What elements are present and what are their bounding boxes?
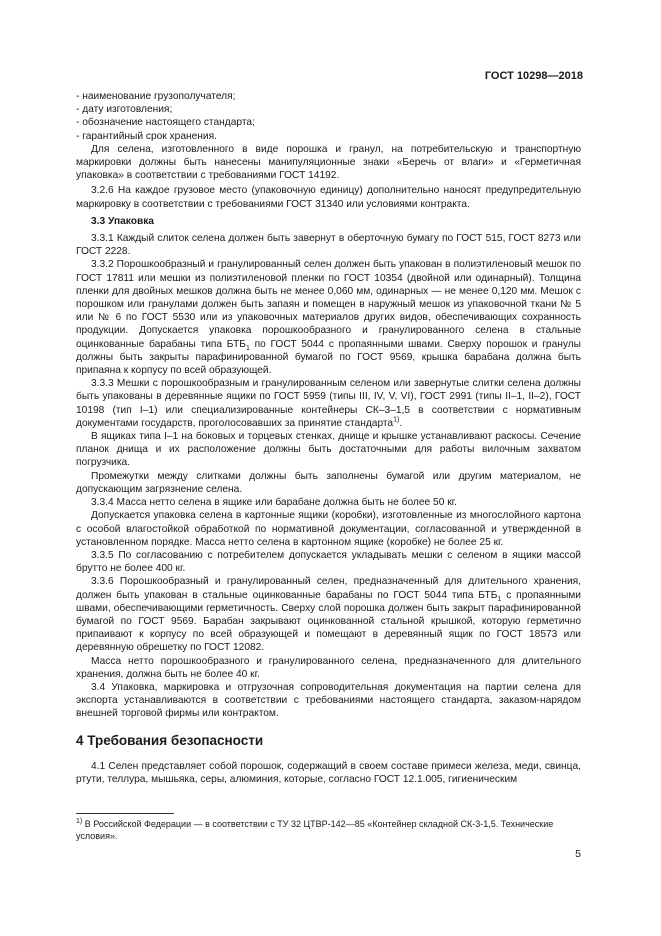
page-number: 5 [575, 848, 581, 860]
paragraph-3-3-6 [76, 575, 581, 654]
footnote-reference: 1) [393, 416, 400, 424]
paragraph-3-3-1: 3.3.1 Каждый слиток селена должен быть завернут в оберточную бумагу по ГОСТ 515, ГОСТ 8273 или ГОСТ 2228. [76, 233, 581, 258]
subscript-index: 1 [497, 595, 502, 603]
paragraph-3-3-6-end: с пропаянными швами, обеспечивающими герметичность. Сверху слой порошка должен быть закрыт парафинированной бумагой по ГОСТ 9569. Барабан закрывают оцинкованной стальной крышкой, которую герметично припаивают к корпусу по всей образующей и помещают в деревянный ящик по ГОСТ 18573 или деревянную обрешетку по ГОСТ 12082. [76, 589, 581, 654]
paragraph-3-3-3-text: 3.3.3 Мешки с порошкообразным и гранулированным селеном или завернутые слитки селена должны быть упакованы в деревянные ящики по ГОСТ 5959 (типы III, IV, V, VI), ГОСТ 2991 (типы II–1, II–2), ГОСТ 10198 (тип I–1) или специализированные контейнеры СК–3–1,5 в соответствии с нормативным документами государств, проголосовавших за принятие стандарта [76, 378, 581, 429]
paragraph-3-3-3 [76, 377, 581, 430]
paragraph-3-2-6: 3.2.6 На каждое грузовое место (упаковочную единицу) дополнительно наносят предупредительную маркировку в соответствии с требованиями ГОСТ 31340 или условиями контракта. [76, 185, 581, 210]
list-item: - наименование грузополучателя; [76, 91, 236, 102]
page-body [76, 90, 581, 786]
paragraph-3-3-3-end: . [399, 417, 403, 429]
document-code-header: ГОСТ 10298—2018 [484, 70, 583, 82]
footnote [76, 818, 581, 842]
footnote-mark: 1) [76, 818, 83, 825]
footnote-divider [76, 813, 174, 814]
paragraph-carton: Допускается упаковка селена в картонные ящики (коробки), изготовленные из многослойного картона с особой влагостойкой обработкой по нормативной документации, согласованной и утвержденной в установленном порядке. Масса нетто селена в картонном ящике (коробке) не более 25 кг. [76, 510, 581, 548]
footnote-text: В Российской Федерации — в соответствии с ТУ 32 ЦТВР-142—85 «Контейнер складной СК-3-1,5. Технические условия». [76, 819, 554, 841]
paragraph-gaps: Промежутки между слитками должны быть заполнены бумагой или другим материалом, не допускающим загрязнение селена. [76, 470, 581, 495]
paragraph-3-4: 3.4 Упаковка, маркировка и отгрузочная сопроводительная документация на партии селена для экспорта устанавливаются в соответствии с требованиями настоящего стандарта, заказом-нарядом внешней торговой фирмы или контрактом. [76, 681, 581, 720]
section-3-3-heading: 3.3 Упаковка [91, 215, 154, 227]
list-item: - гарантийный срок хранения. [76, 130, 217, 142]
list-item: - дату изготовления; [76, 104, 173, 116]
paragraph-3-3-2-text: 3.3.2 Порошкообразный и гранулированный селен должен быть упакован в полиэтиленовый мешок по ГОСТ 17811 или мешки из полиэтиленовой пленки по ГОСТ 10354 (двойной или одинарный). Толщина пленки для двойных мешков должна быть не менее 0,060 мм, одинарных — не менее 0,120 мм. Мешок с порошком или гранулами должен быть запаян и помещен в наружный мешок из упаковочной ткани № 5 или № 6 по ГОСТ 5530 или из упаковочных материалов других видов, обеспечивающих сохранность продукции. Допускается упаковка порошкообразного и гранулированного селена в стальные оцинкованные барабаны типа БТБ [76, 259, 581, 350]
paragraph-3-3-2-end: по ГОСТ 5044 с пропаянными швами. Сверху порошок и гранулы должны быть закрыты парафинированной бумагой по ГОСТ 9569, крышка барабана должна быть припаяна к корпусу по всей образующей. [76, 338, 581, 377]
paragraph-3-3-4: 3.3.4 Масса нетто селена в ящике или барабане должна быть не более 50 кг. [91, 497, 457, 509]
paragraph-selen-marking: Для селена, изготовленного в виде порошка и гранул, на потребительскую и транспортную маркировки должны быть нанесены манипуляционные знаки «Беречь от влаги» и «Герметичная упаковка» в соответствии с требованиями ГОСТ 14192. [76, 143, 581, 182]
paragraph-boxes: В ящиках типа I–1 на боковых и торцевых стенках, днище и крышке устанавливают раскосы. Сечение планок днища и их расположение должны быть достаточными для работы вилочным захватом погрузчика. [76, 431, 581, 469]
section-4-heading: 4 Требования безопасности [76, 732, 264, 748]
paragraph-3-3-5: 3.3.5 По согласованию с потребителем допускается укладывать мешки с селеном в ящики массой брутто не более 400 кг. [76, 549, 581, 575]
list-item: - обозначение настоящего стандарта; [76, 117, 255, 129]
paragraph-4-1: 4.1 Селен представляет собой порошок, содержащий в своем составе примеси железа, меди, свинца, ртути, теллура, мышьяка, серы, алюминия, которые, согласно ГОСТ 12.1.005, гигиеническим [76, 760, 581, 785]
paragraph-3-3-2 [76, 258, 581, 377]
paragraph-longterm: Масса нетто порошкообразного и гранулированного селена, предназначенного для длительного хранения, должна быть не более 40 кг. [76, 655, 581, 680]
subscript-index: 1 [245, 344, 250, 352]
paragraph-3-3-6-text: 3.3.6 Порошкообразный и гранулированный селен, предназначенный для длительного хранения, должен быть упакован в стальные оцинкованные барабаны по ГОСТ 5044 типа БТБ [76, 576, 581, 601]
